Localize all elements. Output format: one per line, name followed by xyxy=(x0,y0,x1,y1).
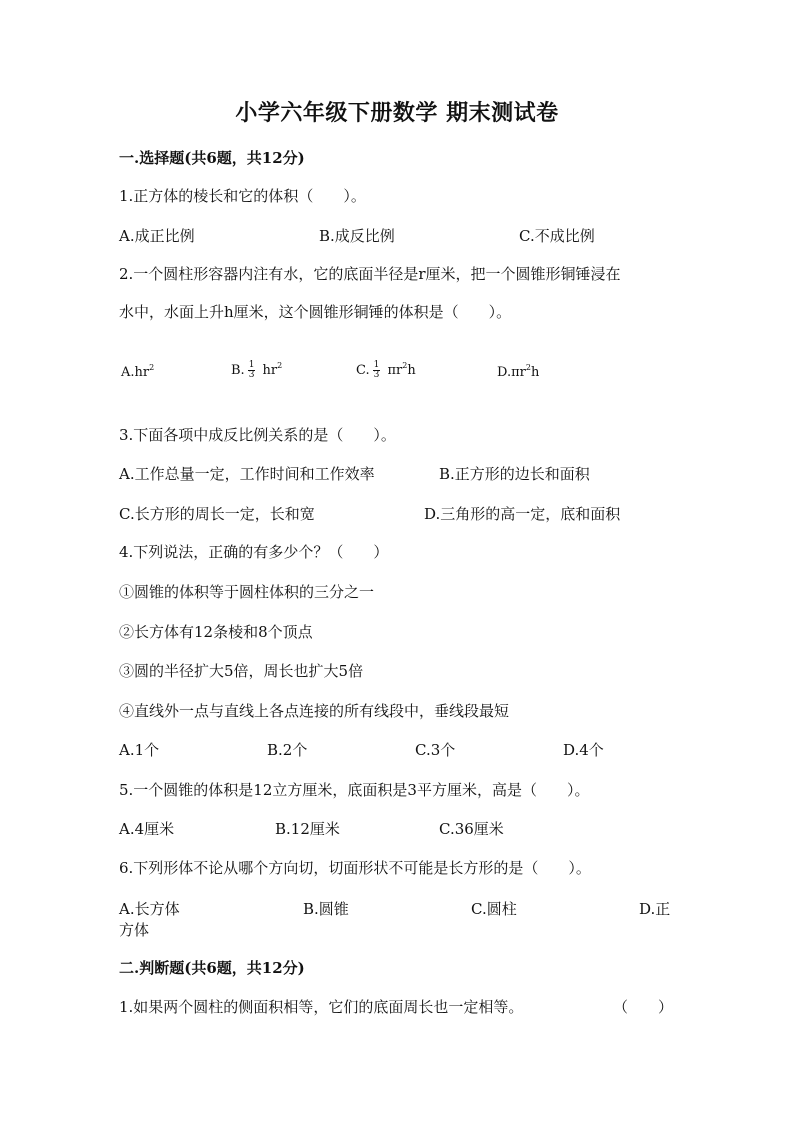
q4-option-a: A.1个 xyxy=(119,741,160,759)
q3-option-a: A.工作总量一定，工作时间和工作效率 xyxy=(119,465,375,483)
judgement-1-stem: 1.如果两个圆柱的侧面积相等，它们的底面周长也一定相等。 xyxy=(119,998,524,1016)
question-6-stem: 6.下列形体不论从哪个方向切，切面形状不可能是长方形的是（ ）。 xyxy=(119,859,591,877)
q4-option-d: D.4个 xyxy=(563,741,604,759)
q2-option-b-exponent: 2 xyxy=(277,361,283,370)
q2-option-c-numerator: 1 xyxy=(373,360,380,370)
question-3-stem: 3.下面各项中成反比例关系的是（ ）。 xyxy=(119,426,396,444)
q4-option-c: C.3个 xyxy=(415,741,456,759)
q2-option-d-tail: h xyxy=(530,365,540,380)
section-heading-choice: 一.选择题(共6题，共12分) xyxy=(119,149,305,167)
q6-option-a: A.长方体 xyxy=(119,900,180,918)
q2-option-c-exponent: 2 xyxy=(402,361,408,370)
q3-option-d: D.三角形的高一定，底和面积 xyxy=(424,505,621,523)
question-2-stem-line2: 水中，水面上升h厘米，这个圆锥形铜锤的体积是（ ）。 xyxy=(119,303,512,321)
q2-option-a-body: hr xyxy=(134,365,150,380)
q5-option-b: B.12厘米 xyxy=(275,820,340,838)
q2-option-b-prefix: B. xyxy=(231,363,245,378)
q4-statement-4: ④直线外一点与直线上各点连接的所有线段中，垂线段最短 xyxy=(119,702,510,720)
question-1-stem: 1.正方体的棱长和它的体积（ ）。 xyxy=(119,187,366,205)
q2-option-a xyxy=(121,358,154,383)
q5-option-c: C.36厘米 xyxy=(439,820,504,838)
q2-option-b-body: hr xyxy=(258,363,278,378)
q2-option-b-denominator: 3 xyxy=(248,370,255,380)
question-4-stem: 4.下列说法，正确的有多少个？（ ） xyxy=(119,543,389,561)
judgement-1-answer-bracket: （ ） xyxy=(613,998,674,1016)
q4-statement-1: ①圆锥的体积等于圆柱体积的三分之一 xyxy=(119,583,375,601)
q1-option-a: A.成正比例 xyxy=(119,227,195,245)
q2-option-c-prefix: C. xyxy=(356,363,370,378)
q2-option-d-prefix: D. xyxy=(497,365,512,380)
section-heading-judgement: 二.判断题(共6题，共12分) xyxy=(119,959,305,977)
q2-option-c xyxy=(356,356,416,381)
q2-option-d-body: πr xyxy=(511,365,526,380)
q2-option-c-denominator: 3 xyxy=(373,370,380,380)
q2-option-b-fraction xyxy=(248,361,256,380)
q4-option-b: B.2个 xyxy=(267,741,308,759)
q2-option-d-exponent: 2 xyxy=(525,363,531,372)
question-2-stem-line1: 2.一个圆柱形容器内注有水，它的底面半径是r厘米，把一个圆锥形铜锤浸在 xyxy=(119,265,621,283)
q2-option-b xyxy=(231,356,282,381)
q1-option-b: B.成反比例 xyxy=(319,227,395,245)
q4-statement-3: ③圆的半径扩大5倍，周长也扩大5倍 xyxy=(119,662,364,680)
q3-option-c: C.长方形的周长一定，长和宽 xyxy=(119,505,315,523)
q6-option-d-wrap: 方体 xyxy=(119,921,150,939)
q2-option-d xyxy=(497,358,539,383)
q2-option-b-numerator: 1 xyxy=(248,360,255,370)
q2-option-c-body: πr xyxy=(383,363,403,378)
q6-option-b: B.圆锥 xyxy=(303,900,349,918)
q6-option-d: D.正 xyxy=(639,900,671,918)
q2-option-a-prefix: A. xyxy=(121,365,135,380)
q2-option-c-fraction xyxy=(373,361,381,380)
q2-option-c-tail: h xyxy=(407,363,416,378)
question-5-stem: 5.一个圆锥的体积是12立方厘米，底面积是3平方厘米，高是（ ）。 xyxy=(119,781,590,799)
q4-statement-2: ②长方体有12条棱和8个顶点 xyxy=(119,623,313,641)
q1-option-c: C.不成比例 xyxy=(519,227,595,245)
page-title: 小学六年级下册数学 期末测试卷 xyxy=(235,100,559,126)
q2-option-a-exponent: 2 xyxy=(149,363,155,372)
q6-option-c: C.圆柱 xyxy=(471,900,517,918)
q3-option-b: B.正方形的边长和面积 xyxy=(439,465,590,483)
q5-option-a: A.4厘米 xyxy=(119,820,175,838)
